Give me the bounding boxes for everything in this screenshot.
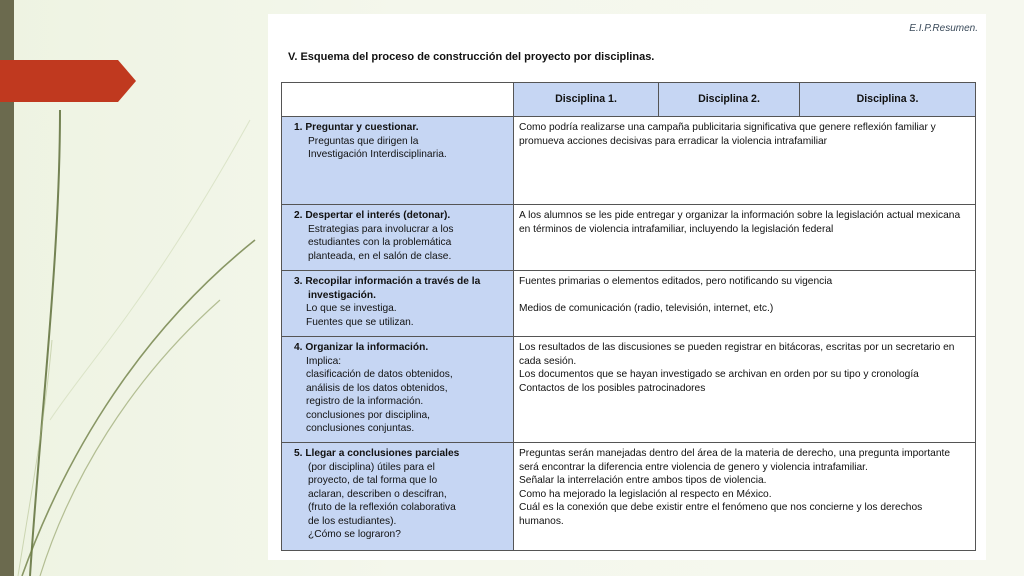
header-cell-disciplina-1: Disciplina 1. — [514, 83, 659, 117]
header-cell-disciplina-3: Disciplina 3. — [800, 83, 976, 117]
step-line: Lo que se investiga. — [306, 303, 397, 314]
table-row — [282, 443, 976, 551]
step-line: (fruto de la reflexión colaborativa — [308, 502, 456, 513]
step-cell — [282, 443, 514, 551]
step-line: estudiantes con la problemática — [308, 237, 452, 248]
step-cell — [282, 337, 514, 443]
step-title: 1. Preguntar y cuestionar. — [294, 122, 419, 133]
step-line: Fuentes que se utilizan. — [306, 316, 414, 328]
step-line: Preguntas que dirigen la — [308, 135, 419, 147]
step-line: (por disciplina) útiles para el — [308, 461, 435, 473]
content-cell — [514, 205, 976, 271]
step-cell — [282, 117, 514, 205]
content-gap — [519, 289, 969, 302]
content-text: Los documentos que se hayan investigado se archivan en orden por su tipo y cronología — [519, 369, 919, 380]
content-text: A los alumnos se les pide entregar y organizar la información sobre la legislación actual mexicana en términos de violencia intrafamiliar, incluyendo la legislación federal — [519, 210, 961, 235]
table-row — [282, 205, 976, 271]
content-cell — [514, 337, 976, 443]
step-title: 3. Recopilar información a través de la — [294, 276, 481, 287]
step-line: ¿Cómo se lograron? — [308, 529, 401, 540]
step-line: Implica: — [306, 355, 342, 367]
step-line: Investigación Interdisciplinaria. — [308, 149, 447, 160]
step-line: Estrategias para involucrar a los — [308, 223, 454, 235]
step-title-cont: investigación. — [308, 289, 376, 301]
content-text: Como ha mejorado la legislación al respecto en México. — [519, 488, 772, 500]
step-title: 5. Llegar a conclusiones parciales — [294, 448, 460, 459]
step-line: proyecto, de tal forma que lo — [308, 475, 438, 486]
step-line: conclusiones por disciplina, — [306, 409, 431, 421]
table-row — [282, 117, 976, 205]
content-text: Medios de comunicación (radio, televisión, internet, etc.) — [519, 302, 774, 314]
step-line: de los estudiantes). — [308, 515, 397, 527]
table-header-row — [282, 83, 976, 117]
content-cell — [514, 117, 976, 205]
table-row — [282, 337, 976, 443]
content-text: Los resultados de las discusiones se pueden registrar en bitácoras, escritas por un secretario en cada sesión. — [519, 342, 955, 367]
step-line: análisis de los datos obtenidos, — [306, 382, 448, 394]
step-cell — [282, 271, 514, 337]
red-arrow-shape — [0, 60, 136, 102]
table-row — [282, 271, 976, 337]
content-text: Como podría realizarse una campaña publicitaria significativa que genere reflexión familiar y promueva acciones decisivas para erradicar la violencia intrafamiliar — [519, 122, 936, 147]
header-cell-disciplina-2: Disciplina 2. — [659, 83, 800, 117]
content-text: Señalar la interrelación entre ambos tipos de violencia. — [519, 475, 767, 486]
content-text: Contactos de los posibles patrocinadores — [519, 382, 706, 394]
section-title: V. Esquema del proceso de construcción del proyecto por disciplinas. — [288, 51, 655, 63]
step-title: 4. Organizar la información. — [294, 342, 429, 353]
process-table — [281, 82, 976, 551]
document-slide — [268, 14, 986, 560]
step-line: planteada, en el salón de clase. — [308, 250, 452, 262]
step-line: conclusiones conjuntas. — [306, 423, 415, 434]
content-cell — [514, 271, 976, 337]
step-line: registro de la información. — [306, 396, 424, 407]
content-text: Fuentes primarias o elementos editados, pero notificando su vigencia — [519, 276, 833, 287]
content-text: Cuál es la conexión que debe existir entre el fenómeno que nos concierne y los derechos humanos. — [519, 502, 923, 527]
content-text: Preguntas serán manejadas dentro del área de la materia de derecho, una pregunta importante será encontrar la diferencia entre violencia de genero y violencia intrafamiliar. — [519, 448, 950, 473]
step-title: 2. Despertar el interés (detonar). — [294, 210, 451, 221]
step-line: clasificación de datos obtenidos, — [306, 369, 453, 380]
step-cell — [282, 205, 514, 271]
header-label: E.I.P.Resumen. — [909, 23, 978, 34]
content-cell — [514, 443, 976, 551]
header-cell-blank — [282, 83, 514, 117]
step-line: aclaran, describen o descifran, — [308, 488, 447, 500]
